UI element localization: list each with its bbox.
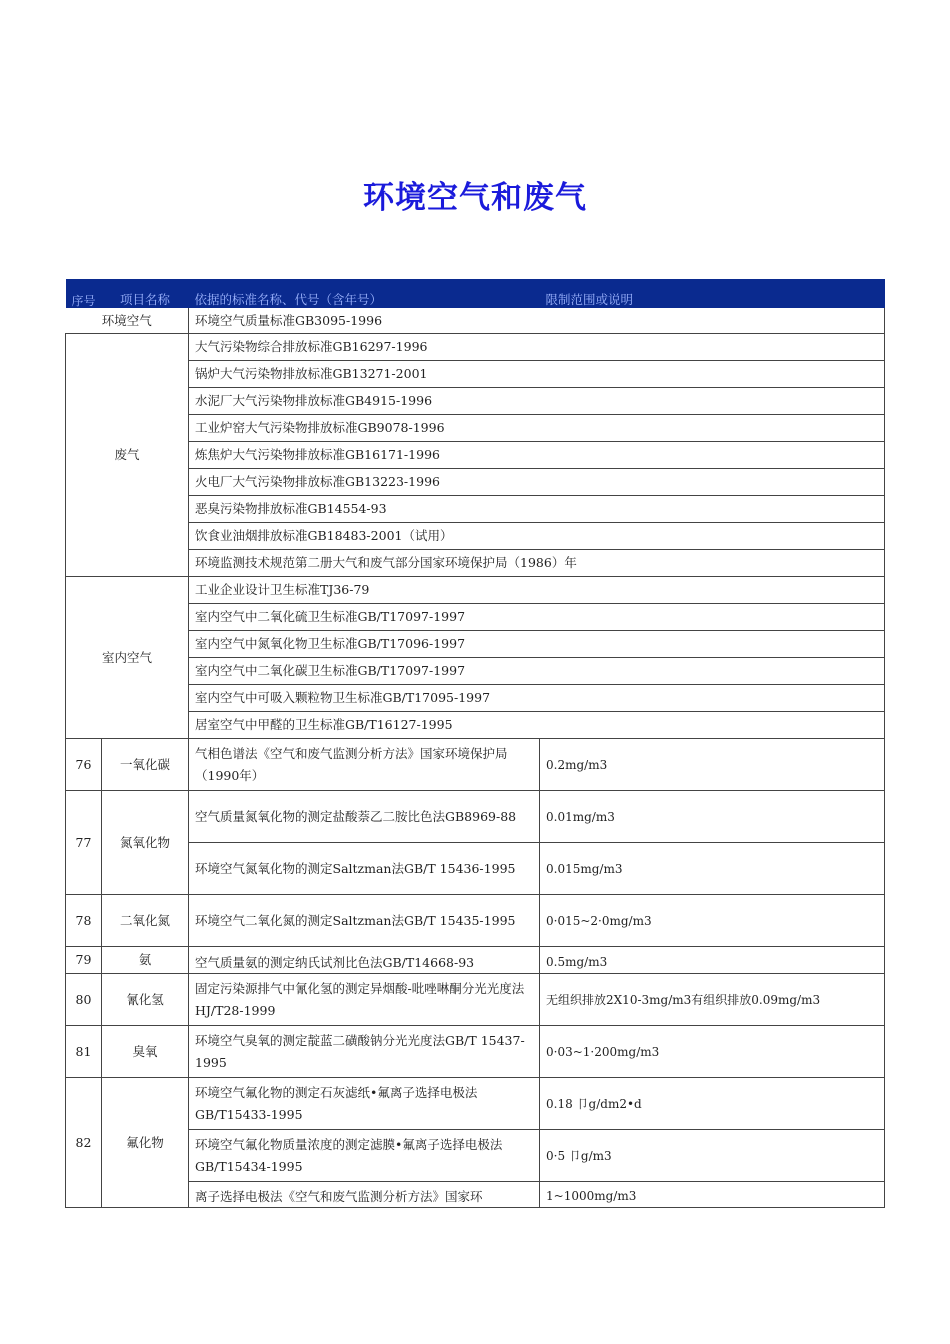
table-row xyxy=(66,469,885,496)
item-number: 78 xyxy=(66,895,102,947)
limit-value: 0.015mg/m3 xyxy=(540,843,885,895)
item-name: 氰化氢 xyxy=(102,974,189,1026)
standard-name: 环境监测技术规范第二册大气和废气部分国家环境保护局（1986）年 xyxy=(189,550,885,577)
table-row xyxy=(66,523,885,550)
limit-value: 0.2mg/m3 xyxy=(540,739,885,791)
item-name: 臭氧 xyxy=(102,1026,189,1078)
limit-value: 0.18 卩g/dm2•d xyxy=(540,1078,885,1130)
item-number: 77 xyxy=(66,791,102,895)
table-row xyxy=(66,496,885,523)
standard-name: 室内空气中可吸入颗粒物卫生标准GB/T17095-1997 xyxy=(189,685,885,712)
table-row xyxy=(66,685,885,712)
table-row xyxy=(66,442,885,469)
table-row xyxy=(66,1130,885,1182)
table-row xyxy=(66,415,885,442)
standard-name: 水泥厂大气污染物排放标准GB4915-1996 xyxy=(189,388,885,415)
method-standard: 环境空气氟化物的测定石灰滤纸•氟离子选择电极法GB/T15433-1995 xyxy=(189,1078,540,1130)
method-standard: 空气质量氨的测定纳氏试剂比色法GB/T14668-93 xyxy=(189,947,540,974)
table-row xyxy=(66,1078,885,1130)
method-standard: 环境空气臭氧的测定靛蓝二磺酸钠分光光度法GB/T 15437-1995 xyxy=(189,1026,540,1078)
item-name: 一氧化碳 xyxy=(102,739,189,791)
standard-name: 炼焦炉大气污染物排放标准GB16171-1996 xyxy=(189,442,885,469)
standard-name: 环境空气质量标准GB3095-1996 xyxy=(189,308,885,334)
item-number: 79 xyxy=(66,947,102,974)
limit-value: 0.5mg/m3 xyxy=(540,947,885,974)
method-standard: 环境空气氮氧化物的测定Saltzman法GB/T 15436-1995 xyxy=(189,843,540,895)
header-seq: 序号 xyxy=(66,279,102,308)
group-name: 室内空气 xyxy=(66,577,189,739)
table-row xyxy=(66,658,885,685)
standard-name: 恶臭污染物排放标准GB14554-93 xyxy=(189,496,885,523)
header-item: 项目名称 xyxy=(102,279,189,308)
table-row xyxy=(66,604,885,631)
standard-name: 居室空气中甲醛的卫生标准GB/T16127-1995 xyxy=(189,712,885,739)
standard-name: 工业企业设计卫生标准TJ36-79 xyxy=(189,577,885,604)
table-row xyxy=(66,577,885,604)
table-header-row xyxy=(66,279,885,308)
table-row xyxy=(66,895,885,947)
standard-name: 火电厂大气污染物排放标准GB13223-1996 xyxy=(189,469,885,496)
table-row xyxy=(66,843,885,895)
method-standard: 空气质量氮氧化物的测定盐酸萘乙二胺比色法GB8969-88 xyxy=(189,791,540,843)
method-standard: 环境空气二氧化氮的测定Saltzman法GB/T 15435-1995 xyxy=(189,895,540,947)
standard-name: 室内空气中二氧化碳卫生标准GB/T17097-1997 xyxy=(189,658,885,685)
item-number: 76 xyxy=(66,739,102,791)
method-standard: 固定污染源排气中氰化氢的测定异烟酸-吡唑啉酮分光光度法HJ/T28-1999 xyxy=(189,974,540,1026)
table-row xyxy=(66,947,885,974)
table-row xyxy=(66,308,885,334)
table-row xyxy=(66,1182,885,1208)
table-row xyxy=(66,388,885,415)
item-number: 82 xyxy=(66,1078,102,1208)
standard-name: 饮食业油烟排放标准GB18483-2001（试用） xyxy=(189,523,885,550)
method-standard: 环境空气氟化物质量浓度的测定滤膜•氟离子选择电极法GB/T15434-1995 xyxy=(189,1130,540,1182)
limit-value: 0·015~2·0mg/m3 xyxy=(540,895,885,947)
standard-name: 室内空气中氮氧化物卫生标准GB/T17096-1997 xyxy=(189,631,885,658)
table-row xyxy=(66,974,885,1026)
standards-table xyxy=(65,279,885,1208)
header-limit: 限制范围或说明 xyxy=(540,279,885,308)
item-name: 氮氧化物 xyxy=(102,791,189,895)
method-standard: 离子选择电极法《空气和废气监测分析方法》国家环 xyxy=(189,1182,540,1208)
page-title: 环境空气和废气 xyxy=(363,180,587,216)
standard-name: 室内空气中二氧化硫卫生标准GB/T17097-1997 xyxy=(189,604,885,631)
item-name: 二氧化氮 xyxy=(102,895,189,947)
method-standard: 气相色谱法《空气和废气监测分析方法》国家环境保护局（1990年） xyxy=(189,739,540,791)
limit-value: 无组织排放2X10-3mg/m3有组织排放0.09mg/m3 xyxy=(540,974,885,1026)
table-row xyxy=(66,334,885,361)
item-name: 氟化物 xyxy=(102,1078,189,1208)
standard-name: 锅炉大气污染物排放标准GB13271-2001 xyxy=(189,361,885,388)
item-name: 氨 xyxy=(102,947,189,974)
table-row xyxy=(66,1026,885,1078)
table-row xyxy=(66,631,885,658)
limit-value: 1~1000mg/m3 xyxy=(540,1182,885,1208)
table-row xyxy=(66,550,885,577)
table-row xyxy=(66,361,885,388)
limit-value: 0·03~1·200mg/m3 xyxy=(540,1026,885,1078)
table-row xyxy=(66,791,885,843)
limit-value: 0.01mg/m3 xyxy=(540,791,885,843)
item-number: 81 xyxy=(66,1026,102,1078)
standard-name: 工业炉窑大气污染物排放标准GB9078-1996 xyxy=(189,415,885,442)
table-row xyxy=(66,739,885,791)
standard-name: 大气污染物综合排放标准GB16297-1996 xyxy=(189,334,885,361)
header-standard: 依据的标准名称、代号（含年号） xyxy=(189,279,540,308)
limit-value: 0·5 卩g/m3 xyxy=(540,1130,885,1182)
table-row xyxy=(66,712,885,739)
item-number: 80 xyxy=(66,974,102,1026)
group-name: 废气 xyxy=(66,334,189,577)
group-name: 环境空气 xyxy=(66,308,189,334)
